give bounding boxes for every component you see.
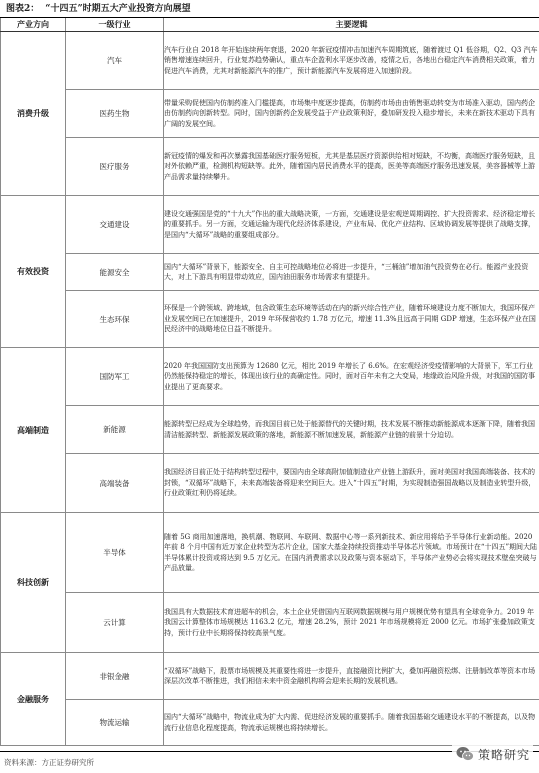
watermark-text: 策略研究 xyxy=(477,747,530,762)
table-row xyxy=(1,254,539,291)
table-row xyxy=(1,593,539,653)
logic-cell: 国内“大循环”背景下，能源安全、自主可控战略地位必将进一步提升，“三桶油”增加油气投资势在必行。能源产业投资大，对上下游具有明显带动效应，国内油田服务市场需求有望提升。 xyxy=(164,254,539,291)
table-row xyxy=(1,653,539,700)
direction-cell: 金融服务 xyxy=(1,653,66,746)
logic-cell: “双循环”战略下，股票市场规模及其重要性将进一步提升，直接融资比例扩大，叠加再融资松绑、注册制改革等资本市场深层次改革不断推进，我们相信未来中资金融机构将会迎来长期的发展机遇。 xyxy=(164,653,539,700)
table-row xyxy=(1,406,539,454)
table-row xyxy=(1,513,539,593)
figure-title xyxy=(6,2,191,16)
industry-cell: 国防军工 xyxy=(66,348,164,406)
source-note: 资料来源：方正证券研究所 xyxy=(4,758,94,767)
industry-cell: 高端装备 xyxy=(66,454,164,513)
figure-title-text: “十四五”时期五大产业投资方向展望 xyxy=(45,4,191,14)
table-row xyxy=(1,196,539,254)
table-row xyxy=(1,454,539,513)
figure-label: 图表2： xyxy=(6,4,40,14)
col-header-direction: 产业方向 xyxy=(1,18,66,32)
industry-cell: 非银金融 xyxy=(66,653,164,700)
table-row xyxy=(1,90,539,138)
logic-cell: 带量采购促使国内仿制药准入门槛提高，市场集中度逐步提高，仿制药市场由由销售驱动转变为市场准入驱动，国内药企由仿制药向创新转型。同时，国内创新药企发展受益于产业政策利好，叠加研发投入稳步增长，未来在新技术驱动下具有广阔的发展空间。 xyxy=(164,90,539,138)
industry-cell: 交通建设 xyxy=(66,196,164,254)
table-header-row xyxy=(1,18,539,32)
industry-cell: 新能源 xyxy=(66,406,164,454)
col-header-industry: 一级行业 xyxy=(66,18,164,32)
investment-table xyxy=(0,18,539,746)
industry-cell: 医药生物 xyxy=(66,90,164,138)
direction-cell: 有效投资 xyxy=(1,196,66,348)
industry-cell: 半导体 xyxy=(66,513,164,593)
logic-cell: 建设交通强国是党的“十九大”作出的重大战略决策，一方面，交通建设是宏观逆周期调控、扩大投资需求、经济稳定增长的重要抓手。另一方面，交通运输为现代化经济体系建设，产业布局、优化产业结构、区域协调发展等提供了战略支撑，是国内“大循环”战略的重要组成部分。 xyxy=(164,196,539,254)
wechat-logo-icon xyxy=(455,744,475,764)
logic-cell: 能源转型已经成为全球趋势，而我国目前已处于能源替代的关键时期，技术发展不断推动新能源成本逐渐下降，随着我国清洁能源转型、新能源发展政策的落地，新能源不断加速发展，新能源产业链的前景十分迫切。 xyxy=(164,406,539,454)
logic-cell: 我国经济目前正处于结构转型过程中，要国内由全球高附加值制造业产业链上游跃升，面对美国对我国高端装备、技术的封锁，“双循环”战略下，未来高端装备将迎来空间巨大。进入“十四五”时期，为实现制造强国战略以及制造业转型升级，行业政策红利仍将延续。 xyxy=(164,454,539,513)
table-row xyxy=(1,32,539,90)
logic-cell: 2020 年我国国防支出预算为 12680 亿元，相比 2019 年增长了 6.6%。在宏观经济受疫情影响的大背景下，军工行业仍然能保持稳定的增长，体现出该行业的高确定性。同时，面对百年未有之大变局，地缘政治风险升级，对我国的国防事业提出了更高要求。 xyxy=(164,348,539,406)
table-row xyxy=(1,700,539,746)
logic-cell: 新冠疫情的爆发和再次暴露我国基础医疗服务短板，尤其是基层医疗资源供给相对短缺，不均衡，高端医疗服务短缺，且对外依赖严重，检测机构短缺等。此外，随着国内居民消费水平的提高，医美等高端医疗服务迅速发展，美容器械等上游产品需求量持续攀升。 xyxy=(164,138,539,196)
watermark xyxy=(452,742,533,766)
direction-cell: 高端制造 xyxy=(1,348,66,513)
table-row xyxy=(1,291,539,348)
logic-cell: 汽车行业自 2018 年开始连续两年衰退，2020 年新冠疫情冲击加速汽车周期筑底，随着渡过 Q1 低谷期，Q2、Q3 汽车销售增速连续回升，行业复苏趋势确认，重点车企盈利水平逐步改善，疫情之后，各地出台稳定汽车消费相关政策，着力促进汽车消费，尤其对新能源汽车的推广，预计新能源汽车发展将进入加速阶段。 xyxy=(164,32,539,90)
industry-cell: 医疗服务 xyxy=(66,138,164,196)
industry-cell: 物流运输 xyxy=(66,700,164,746)
logic-cell: 随着 5G 商用加速落地，换机潮、物联网、车联网、数据中心等一系列新技术、新应用将给予半导体行业新动能。2020 年前 8 个月中国有近万家企业转型为芯片企业，国家大基金持续投资推动半导体芯片领域。市场预计在“十四五”期间大陆半导体累计投资或将达到 9.5 万亿元。在国内消费需求以及政策与资本驱动下，半导体产业势必会将实现技术壁垒突破与产品放量。 xyxy=(164,513,539,593)
logic-cell: 我国具有大数据技术育进超车的机会，本土企业凭借国内互联网数据规模与用户规模优势有望具有全球竞争力。2019 年我国云计算整体市场规模达 1163.2 亿元，增速 28.2%，预计 2021 年市场规模将近 2000 亿元。市场扩张叠加政策支持，预计行业中长期将保持较高景气度。 xyxy=(164,593,539,653)
industry-cell: 云计算 xyxy=(66,593,164,653)
direction-cell: 消费升级 xyxy=(1,32,66,196)
industry-cell: 能源安全 xyxy=(66,254,164,291)
table-row xyxy=(1,348,539,406)
logic-cell: 国内“大循环”战略中，物流业成为扩大内需、促进经济发展的重要抓手。随着我国基础交通建设水平的不断提高，以及物流行业信息化程度提高，物流承运规模也将持续增长。 xyxy=(164,700,539,746)
col-header-logic: 主要逻辑 xyxy=(164,18,539,32)
table-row xyxy=(1,138,539,196)
logic-cell: 环保是一个跨领域、跨地域，包含政策生态环境等活动在内的新兴综合性产业，随着环境建设力度不断加大，我国环保产业发展空间已在加速提升，2019 年环保营收约 1.78 万亿元，增速 11.3%且远高于同期 GDP 增速，生态环保产业在国民经济中的战略地位日益不断提升。 xyxy=(164,291,539,348)
direction-cell: 科技创新 xyxy=(1,513,66,653)
industry-cell: 汽车 xyxy=(66,32,164,90)
industry-cell: 生态环保 xyxy=(66,291,164,348)
